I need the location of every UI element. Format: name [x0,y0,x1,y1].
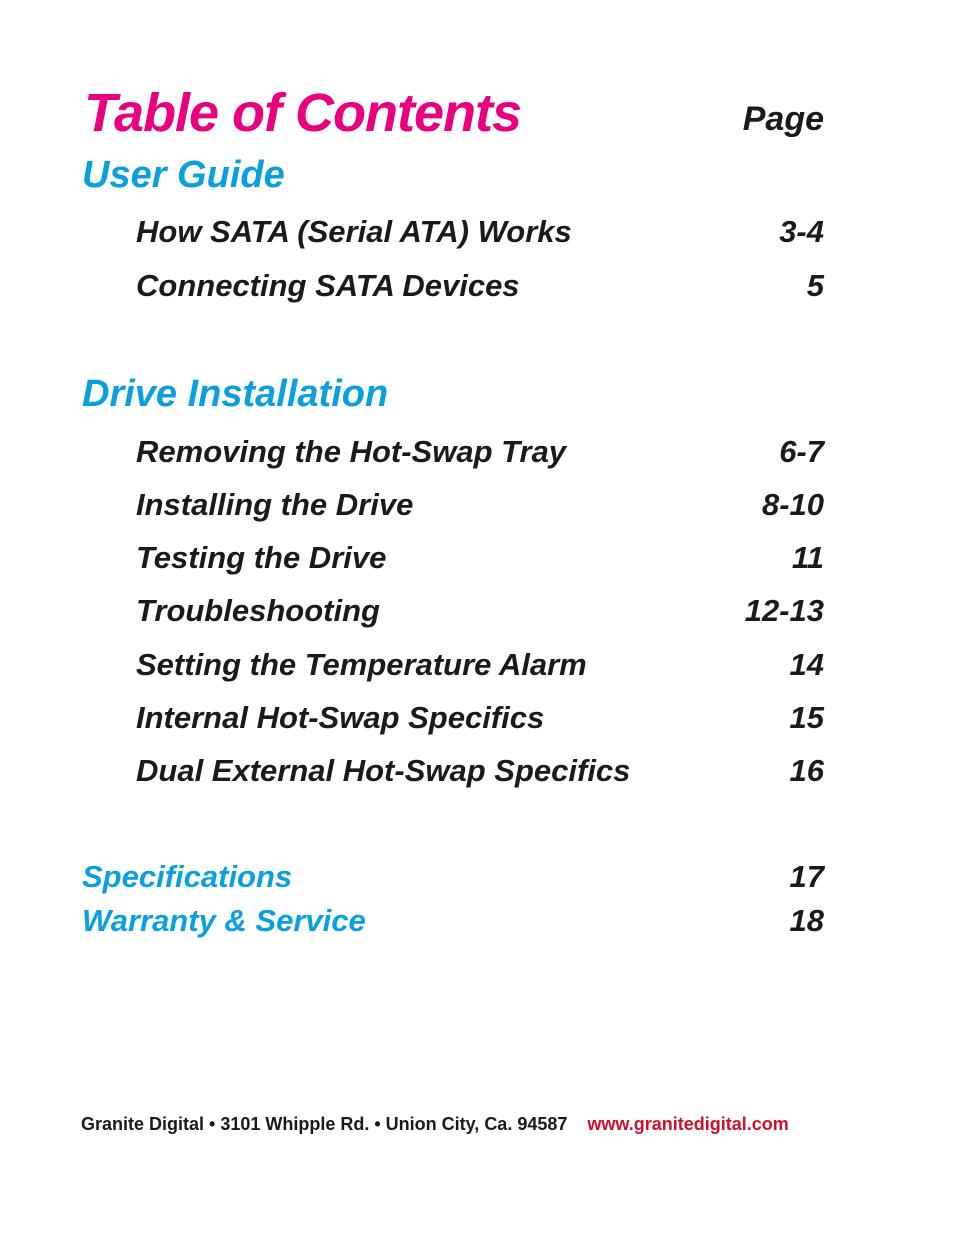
page-column-header: Page [742,100,824,138]
toc-entry[interactable] [136,212,824,252]
toc-entry-label: Dual External Hot-Swap Specifics [136,753,631,788]
section-heading-user-guide: User Guide [82,154,285,196]
toc-entry[interactable] [136,751,824,791]
toc-entry-label: Specifications [82,859,293,894]
toc-entry[interactable] [136,698,824,738]
toc-entry[interactable] [136,432,824,472]
footer-website-link[interactable]: www.granitedigital.com [587,1114,789,1134]
toc-entry-label: How SATA (Serial ATA) Works [136,214,572,249]
toc-entry-label: Testing the Drive [136,540,387,575]
toc-entry-label: Setting the Temperature Alarm [136,647,587,682]
toc-entry-label: Removing the Hot-Swap Tray [136,434,567,469]
toc-entry-page: 12-13 [744,593,824,628]
toc-entry[interactable] [136,266,824,306]
toc-entry[interactable] [136,538,824,578]
toc-entry-label: Internal Hot-Swap Specifics [136,700,545,735]
toc-entry-label: Troubleshooting [136,593,380,628]
toc-entry-page: 17 [789,859,824,894]
toc-entry-page: 14 [789,647,824,682]
toc-entry-page: 16 [789,753,824,788]
toc-entry-page: 8-10 [761,487,824,522]
toc-entry-page: 6-7 [779,434,824,469]
toc-entry-page: 15 [789,700,824,735]
footer [81,1114,789,1135]
toc-entry-page: 3-4 [779,214,824,249]
toc-entry[interactable] [136,645,824,685]
toc-entry[interactable] [136,485,824,525]
footer-address: Granite Digital • 3101 Whipple Rd. • Union City, Ca. 94587 [81,1114,568,1134]
toc-entry-specifications[interactable] [82,857,824,897]
toc-entry-page: 18 [789,903,824,938]
section-heading-drive-installation: Drive Installation [82,373,389,415]
toc-entry-label: Warranty & Service [82,903,366,938]
toc-entry[interactable] [136,591,824,631]
toc-entry-label: Connecting SATA Devices [136,268,520,303]
toc-entry-page: 5 [806,268,824,303]
toc-entry-page: 11 [791,540,824,575]
toc-entry-warranty-service[interactable] [82,901,824,941]
page-title: Table of Contents [84,83,521,143]
toc-entry-label: Installing the Drive [136,487,414,522]
